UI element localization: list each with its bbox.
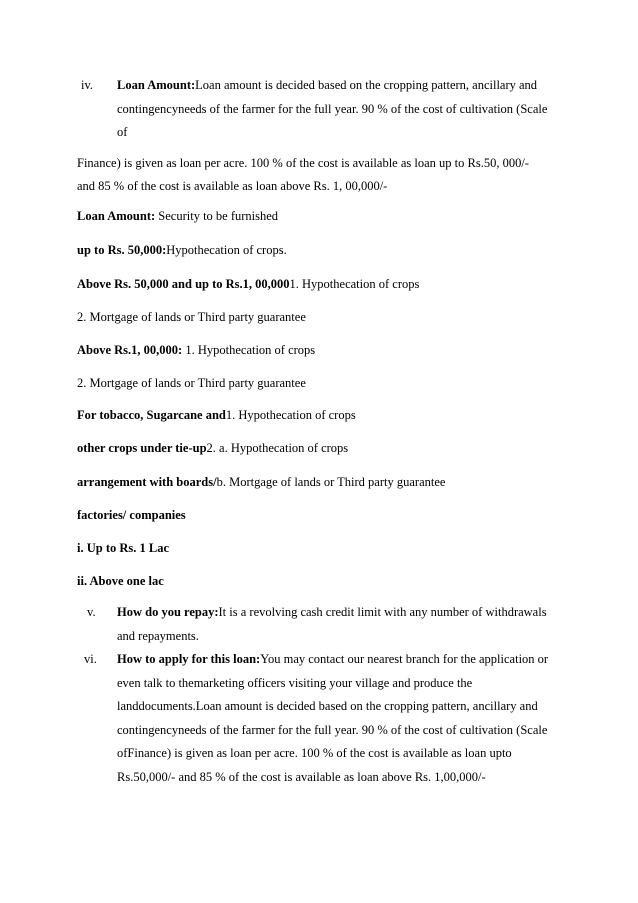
row-4 — [77, 342, 315, 358]
item-vi-line-4: contingencyneeds of the farmer for the full year. 90 % of the cost of cultivation (Scale — [117, 723, 548, 737]
row-3: 2. Mortgage of lands or Third party guarantee — [77, 310, 306, 324]
row-2-text: 1. Hypothecation of crops — [289, 277, 420, 291]
item-v-text-1: It is a revolving cash credit limit with any number of withdrawals — [218, 605, 547, 619]
row-9: factories/ companies — [77, 508, 186, 522]
security-heading: Loan Amount: — [77, 209, 156, 223]
security-text: Security to be furnished — [155, 209, 279, 223]
row-11: ii. Above one lac — [77, 574, 164, 588]
item-iv-line-2: contingencyneeds of the farmer for the full year. 90 % of the cost of cultivation (Scale — [117, 102, 548, 116]
item-iv-line-1 — [117, 77, 537, 93]
row-1-heading: up to Rs. 50,000: — [77, 243, 167, 257]
row-2 — [77, 276, 419, 292]
item-iv-text-1: Loan amount is decided based on the cropping pattern, ancillary and — [195, 78, 538, 92]
item-vi-line-1 — [117, 651, 548, 667]
row-7 — [77, 440, 348, 456]
item-vi-line-3: landdocuments.Loan amount is decided based on the cropping pattern, ancillary and — [117, 699, 538, 713]
row-6-heading: For tobacco, Sugarcane and — [77, 408, 226, 422]
paragraph-1-line-1: Finance) is given as loan per acre. 100 % of the cost is available as loan up to Rs.50, 000/- — [77, 156, 529, 170]
row-7-heading: other crops under tie-up — [77, 441, 207, 455]
item-v-heading: How do you repay: — [117, 605, 219, 619]
item-v-line-1 — [117, 604, 547, 620]
item-vi-heading: How to apply for this loan: — [117, 652, 261, 666]
row-1 — [77, 242, 287, 258]
list-number-iv: iv. — [81, 78, 94, 92]
row-4-heading: Above Rs.1, 00,000: — [77, 343, 183, 357]
list-number-vi: vi. — [84, 652, 97, 666]
paragraph-1-line-2: and 85 % of the cost is available as loan above Rs. 1, 00,000/- — [77, 179, 388, 193]
item-vi-text-1: You may contact our nearest branch for the application or — [260, 652, 549, 666]
row-2-heading: Above Rs. 50,000 and up to Rs.1, 00,000 — [77, 277, 290, 291]
row-6-text: 1. Hypothecation of crops — [225, 408, 356, 422]
item-v-line-2: and repayments. — [117, 629, 199, 643]
row-10: i. Up to Rs. 1 Lac — [77, 541, 170, 555]
row-1-text: Hypothecation of crops. — [166, 243, 287, 257]
row-6 — [77, 407, 356, 423]
item-vi-line-2: even talk to themarketing officers visiting your village and produce the — [117, 676, 473, 690]
item-vi-line-5: ofFinance) is given as loan per acre. 100 % of the cost is available as loan upto — [117, 746, 512, 760]
list-number-v: v. — [87, 605, 96, 619]
security-line — [77, 208, 278, 224]
row-8-heading: arrangement with boards/ — [77, 475, 217, 489]
row-5: 2. Mortgage of lands or Third party guarantee — [77, 376, 306, 390]
item-iv-heading: Loan Amount: — [117, 78, 196, 92]
row-4-text: 1. Hypothecation of crops — [182, 343, 316, 357]
row-8-text: b. Mortgage of lands or Third party guarantee — [216, 475, 446, 489]
row-8 — [77, 474, 445, 490]
row-7-text: 2. a. Hypothecation of crops — [206, 441, 349, 455]
item-iv-line-3: of — [117, 125, 128, 139]
item-vi-line-6: Rs.50,000/- and 85 % of the cost is available as loan above Rs. 1,00,000/- — [117, 770, 486, 784]
